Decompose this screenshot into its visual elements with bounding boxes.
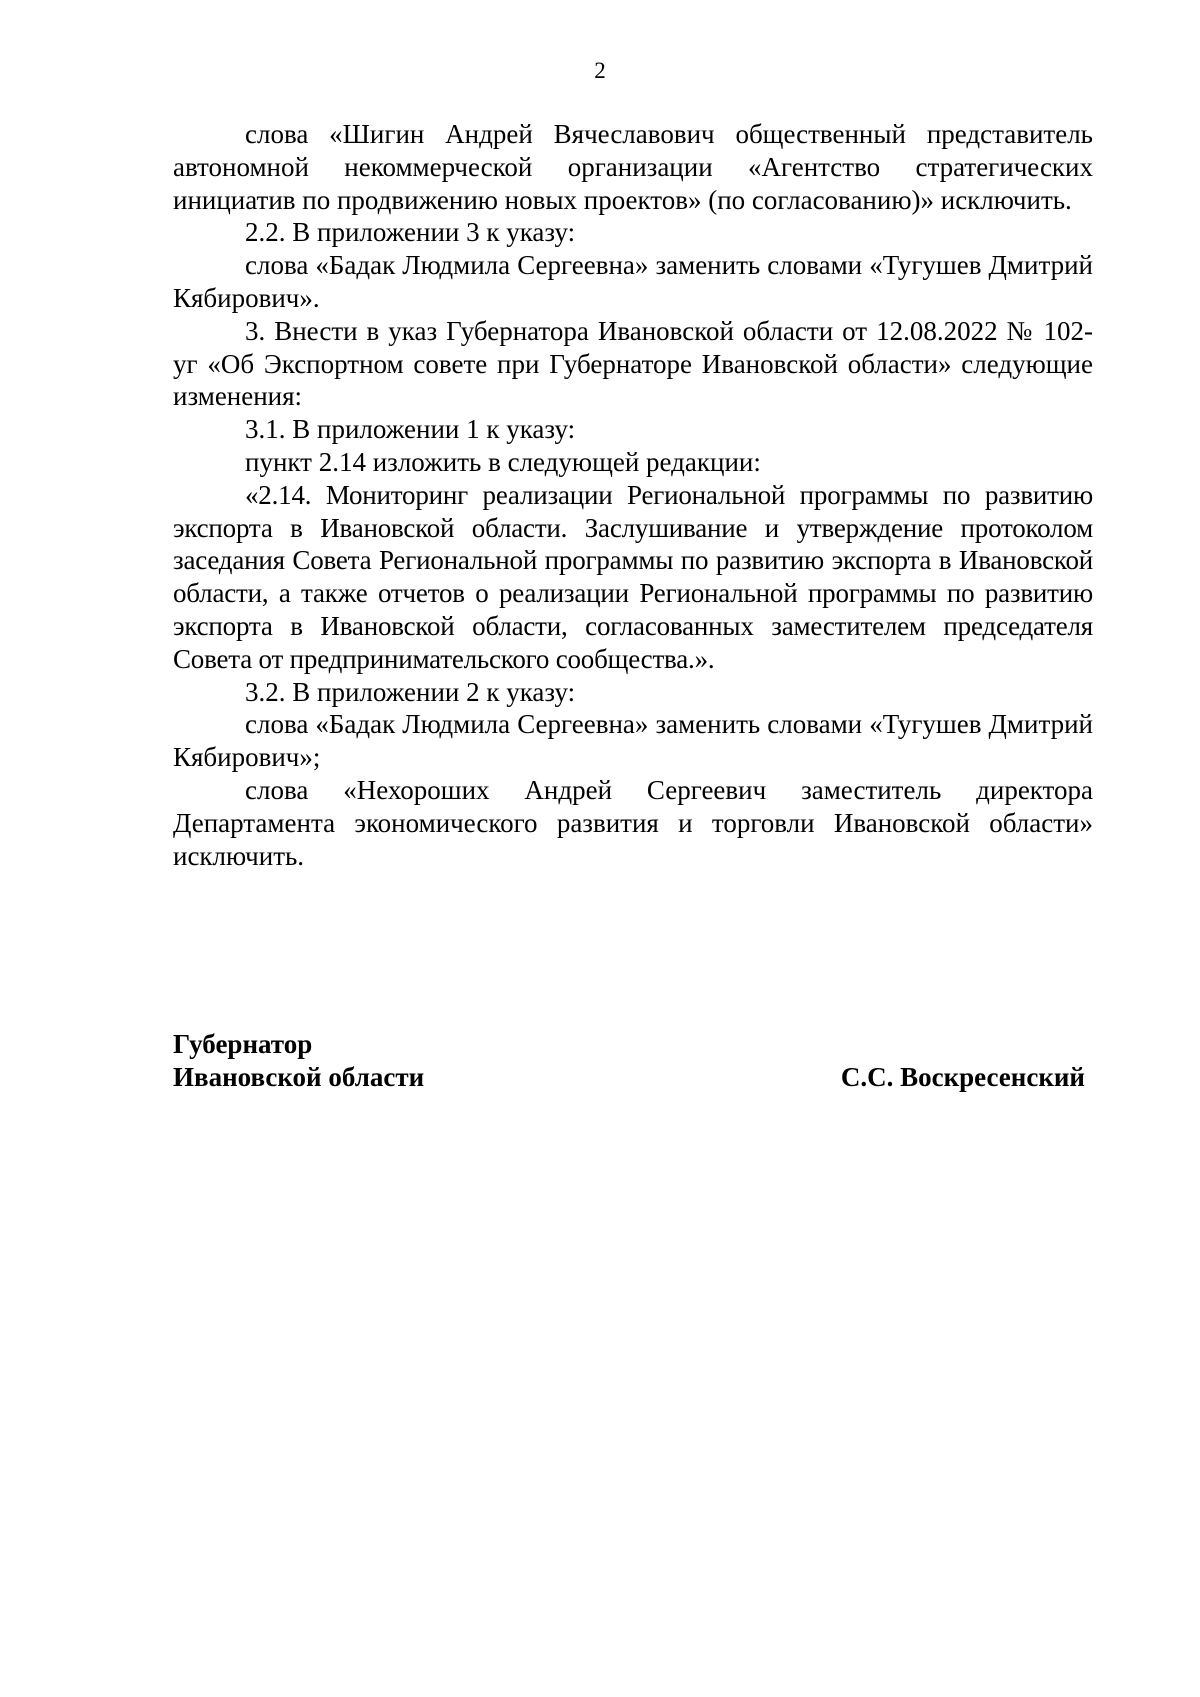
signature-block (173, 1028, 1093, 1093)
paragraph-3-2-heading: 3.2. В приложении 2 к указу: (245, 676, 576, 707)
page-number: 2 (594, 58, 606, 83)
signature-name: С.С. Воскресенский (840, 1061, 1085, 1092)
paragraph-exclude-shigin: слова «Шигин Андрей Вячеславович общественный представитель автономной некоммерческой организации «Агентство стратегических инициатив по продвижению новых проектов» (по согласованию)» исключить. (173, 119, 1093, 215)
paragraph-2-2-heading: 2.2. В приложении 3 к указу: (245, 217, 576, 248)
paragraph-exclude-nekhoroshikh: слова «Нехороших Андрей Сергеевич заместитель директора Департамента экономического развития и торговли Ивановской области» исключить. (173, 774, 1093, 871)
paragraph-item-2-14-text: «2.14. Мониторинг реализации Региональной программы по развитию экспорта в Ивановской области. Заслушивание и утверждение протоколом заседания Совета Региональной программы по развитию экспорта в Ивановской области, а также отчетов о реализации Региональной программы по развитию экспорта в Ивановской области, согласованных заместителем председателя Совета от предпринимательского сообщества.». (173, 479, 1093, 674)
paragraph-replace-badak-2: слова «Бадак Людмила Сергеевна» заменить словами «Тугушев Дмитрий Кябирович»; (173, 709, 1093, 773)
document-body (173, 118, 1093, 872)
signature-title-line2: Ивановской области (173, 1061, 425, 1092)
signature-title-line1: Губернатор (173, 1029, 313, 1059)
paragraph-replace-badak-1: слова «Бадак Людмила Сергеевна» заменить словами «Тугушев Дмитрий Кябирович». (173, 250, 1093, 313)
paragraph-3-amend-decree: 3. Внести в указ Губернатора Ивановской области от 12.08.2022 № 102-уг «Об Экспортном совете при Губернаторе Ивановской области» следующие изменения: (173, 315, 1093, 412)
paragraph-3-1-heading: 3.1. В приложении 1 к указу: (245, 414, 576, 445)
paragraph-item-2-14-intro: пункт 2.14 изложить в следующей редакции: (245, 446, 761, 477)
